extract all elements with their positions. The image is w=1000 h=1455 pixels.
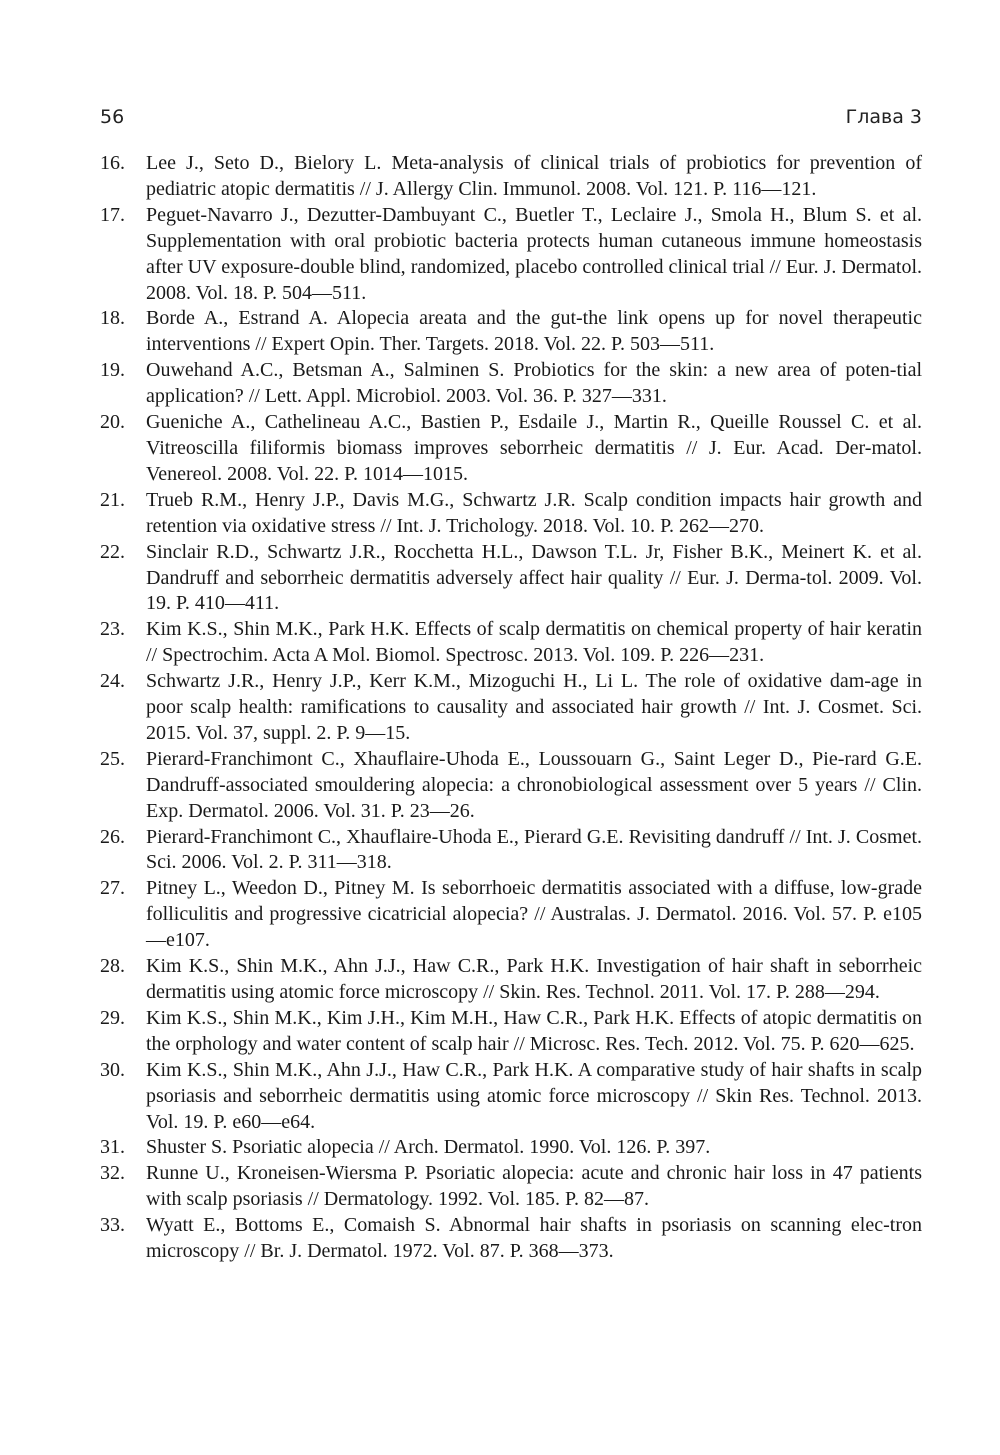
reference-number: 21. xyxy=(100,488,125,511)
reference-text: Kim K.S., Shin M.K., Kim J.H., Kim M.H., Haw C.R., Park H.K. Effects of atopic dermatitis on the orphology and water content of scalp hair // Microsc. Res. Tech. 2012. Vol. 75. P. 620—625. xyxy=(146,1006,922,1055)
reference-text: Runne U., Kroneisen-Wiersma P. Psoriatic alopecia: acute and chronic hair loss in 47 patients with scalp psoriasis // Dermatology. 1992. Vol. 185. P. 82—87. xyxy=(146,1162,922,1211)
reference-text: Kim K.S., Shin M.K., Ahn J.J., Haw C.R., Park H.K. Investigation of hair shaft in seborrheic dermatitis using atomic force microscopy // Skin. Res. Technol. 2011. Vol. 17. P. 288—294. xyxy=(146,955,922,1003)
reference-text: Sinclair R.D., Schwartz J.R., Rocchetta H.L., Dawson T.L. Jr, Fisher B.K., Meinert K. et al. Dandruff and seborrheic dermatitis adversely affect hair quality // Eur. J. Derma-tol. 2009. Vol. 19. P. 410—411. xyxy=(146,540,922,615)
reference-text: Shuster S. Psoriatic alopecia // Arch. Dermatol. 1990. Vol. 126. P. 397. xyxy=(146,1136,711,1159)
reference-text: Wyatt E., Bottoms E., Comaish S. Abnormal hair shafts in psoriasis on scanning elec-tron microscopy // Br. J. Dermatol. 1972. Vol. 87. P. 368—373. xyxy=(146,1214,922,1263)
reference-item xyxy=(100,876,922,954)
reference-item xyxy=(100,203,922,307)
reference-item xyxy=(100,410,922,488)
reference-number: 20. xyxy=(100,411,125,434)
reference-item xyxy=(100,954,922,1006)
reference-text: Pierard-Franchimont C., Xhauflaire-Uhoda E., Pierard G.E. Revisiting dandruff // Int. J. Cosmet. Sci. 2006. Vol. 2. P. 311—318. xyxy=(146,825,922,874)
reference-item xyxy=(100,747,922,825)
reference-number: 16. xyxy=(100,152,125,174)
reference-text: Kim K.S., Shin M.K., Ahn J.J., Haw C.R., Park H.K. A comparative study of hair shafts in scalp psoriasis and seborrheic dermatitis using atomic force microscopy // Skin Res. Technol. 2013. Vol. 19. P. e60—e64. xyxy=(146,1058,922,1133)
reference-text: Ouwehand A.C., Betsman A., Salminen S. Probiotics for the skin: a new area of poten-tial application? // Lett. Appl. Microbiol. 2003. Vol. 36. P. 327—331. xyxy=(146,359,922,408)
reference-text: Peguet-Navarro J., Dezutter-Dambuyant C., Buetler T., Leclaire J., Smola H., Blum S. et al. Supplementation with oral probiotic bacteria protects human cutaneous immune homeostasis after UV exposure-double blind, randomized, placebo controlled clinical trial // Eur. J. Dermatol. 2008. Vol. 18. P. 504—511. xyxy=(146,203,922,304)
reference-text: Lee J., Seto D., Bielory L. Meta-analysis of clinical trials of probiotics for prevention of pediatric atopic dermatitis // J. Allergy Clin. Immunol. 2008. Vol. 121. P. 116—121. xyxy=(146,152,922,200)
reference-number: 29. xyxy=(100,1006,125,1029)
reference-number: 30. xyxy=(100,1058,125,1081)
reference-text: Pitney L., Weedon D., Pitney M. Is seborrhoeic dermatitis associated with a diffuse, low-grade folliculitis and progressive cicatricial alopecia? // Australas. J. Dermatol. 2016. Vol. 57. P. e105—e107. xyxy=(146,877,922,952)
reference-text: Gueniche A., Cathelineau A.C., Bastien P., Esdaile J., Martin R., Queille Roussel C. et al. Vitreoscilla filiformis biomass improves seborrheic dermatitis // J. Eur. Acad. Der-matol. Venereol. 2008. Vol. 22. P. 1014—1015. xyxy=(146,411,922,485)
reference-text: Trueb R.M., Henry J.P., Davis M.G., Schwartz J.R. Scalp condition impacts hair growth and retention via oxidative stress // Int. J. Trichology. 2018. Vol. 10. P. 262—270. xyxy=(146,488,922,537)
reference-item xyxy=(100,1213,922,1265)
reference-item xyxy=(100,669,922,747)
reference-number: 33. xyxy=(100,1214,125,1237)
reference-number: 31. xyxy=(100,1136,125,1159)
reference-number: 23. xyxy=(100,618,125,641)
reference-item xyxy=(100,540,922,618)
reference-text: Schwartz J.R., Henry J.P., Kerr K.M., Mizoguchi H., Li L. The role of oxidative dam-age in poor scalp health: ramifications to causality and associated hair growth // Int. J. Cosmet. Sci. 2015. Vol. 37, suppl. 2. P. 9—15. xyxy=(146,670,922,744)
reference-item xyxy=(100,617,922,669)
reference-item xyxy=(100,306,922,358)
chapter-label: Глава 3 xyxy=(845,106,922,128)
reference-item xyxy=(100,358,922,410)
reference-number: 24. xyxy=(100,670,125,693)
reference-text: Borde A., Estrand A. Alopecia areata and the gut-the link opens up for novel therapeutic interventions // Expert Opin. Ther. Targets. 2018. Vol. 22. P. 503—511. xyxy=(146,307,922,356)
reference-number: 22. xyxy=(100,540,125,563)
reference-list xyxy=(100,151,922,1265)
reference-number: 17. xyxy=(100,203,125,226)
reference-text: Pierard-Franchimont C., Xhauflaire-Uhoda E., Loussouarn G., Saint Leger D., Pie-rard G.E. Dandruff-associated smouldering alopecia: a chronobiological assessment over 5 years // Clin. Exp. Dermatol. 2006. Vol. 31. P. 23—26. xyxy=(146,747,922,822)
reference-number: 18. xyxy=(100,307,125,330)
page-number: 56 xyxy=(100,106,125,128)
reference-item xyxy=(100,488,922,540)
reference-number: 28. xyxy=(100,955,125,978)
reference-item xyxy=(100,1006,922,1058)
reference-number: 26. xyxy=(100,825,125,848)
reference-number: 25. xyxy=(100,747,125,770)
reference-number: 27. xyxy=(100,877,125,900)
reference-item xyxy=(100,825,922,877)
reference-item xyxy=(100,1135,922,1161)
reference-item xyxy=(100,151,922,203)
reference-text: Kim K.S., Shin M.K., Park H.K. Effects of scalp dermatitis on chemical property of hair keratin // Spectrochim. Acta A Mol. Biomol. Spectrosc. 2013. Vol. 109. P. 226—231. xyxy=(146,618,922,667)
reference-item xyxy=(100,1161,922,1213)
reference-item xyxy=(100,1058,922,1136)
reference-number: 32. xyxy=(100,1162,125,1185)
reference-number: 19. xyxy=(100,359,125,382)
running-head xyxy=(100,102,922,132)
